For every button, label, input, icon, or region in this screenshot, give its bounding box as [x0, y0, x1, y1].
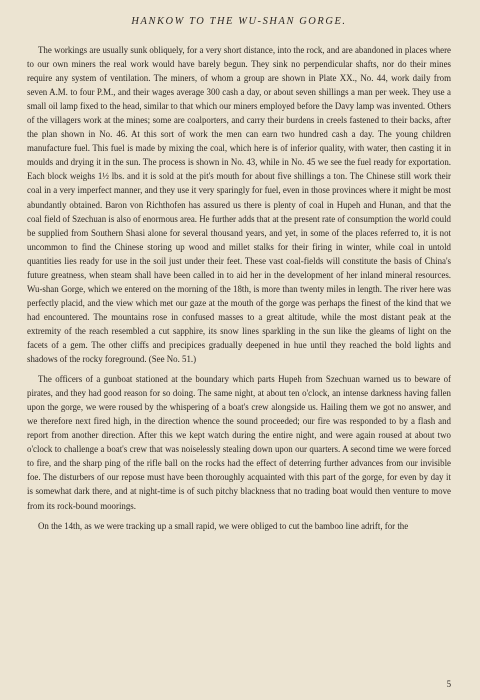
paragraph-coal-mines: The workings are usually sunk obliquely, for a very short distance, into the rock, and are abandoned in places where to our own miners the real work would have barely begun. They sink no perpendicular shafts, nor do their mines require any system of ventilation. The miners, of whom a group are shown in Plate XX., No. 44, work daily from seven A.M. to four P.M., and their wages average 300 cash a day, or about seven shillings a man per week. They use a small oil lamp fixed to the head, similar to that which our miners employed before the Davy lamp was invented. Others of the villagers work at the mines; some are coalporters, and carry their burdens in creels fastened to their backs, after the plan shown in No. 46. At this sort of work the men can earn two hundred cash a day. The young children manufacture fuel. This fuel is made by mixing the coal, which here is of inferior quality, with water, then casting it in moulds and drying it in the sun. The process is shown in No. 43, while in No. 45 we see the fuel ready for exportation. Each block weighs 1½ lbs. and it is sold at the pit's mouth for about five shillings a ton. The Chinese still work their coal in a very imperfect manner, and they use it very sparingly for fuel, even in those provinces where it might be most abundantly obtained. Baron von Richthofen has assured us there is plenty of coal in Hupeh and Hunan, and that the coal field of Szechuan is also of enormous area. He further adds that at the present rate of consumption the world could be supplied from Southern Shasi alone for several thousand years, and yet, in some of the places referred to, it is not uncommon to find the Chinese storing up wood and millet stalks for their firing in winter, while coal in untold quantities lies ready for use in the soil just under their feet. These vast coal-fields will constitute the basis of China's future greatness, when steam shall have been called in to aid her in the development of her inland mineral resources. Wu-shan Gorge, which we entered on the morning of the 18th, is more than twenty miles in length. The river here was perfectly placid, and the view which met our gaze at the mouth of the gorge was perhaps the finest of the kind that we had encountered. The mountains rose in confused masses to a great altitude, while the most distant peak at the extremity of the reach resembled a cut sapphire, its snow lines sparkling in the sun like the gleams of light on the facets of a gem. The other cliffs and precipices gradually deepened in hue until they reached the bold lights and shadows of the rocky foreground. (See No. 51.)	[27, 45, 451, 365]
running-head: HANKOW TO THE WU-SHAN GORGE.	[131, 16, 347, 27]
page-number: 5	[446, 679, 451, 689]
paragraph-pirates: The officers of a gunboat stationed at the boundary which parts Hupeh from Szechuan warned us to beware of pirates, and they had good reason for so doing. The same night, at about ten o'clock, an intense darkness having fallen upon the gorge, we were roused by the whispering of a boat's crew alongside us. Hailing them we got no answer, and we therefore next fired high, in the direction whence the sound proceeded; our fire was responded to by a flash and report from another direction. After this we kept watch during the entire night, and were again roused at about two o'clock to challenge a boat's crew that was noiselessly stealing down upon our quarters. A second time we were forced to fire, and the sharp ping of the rifle ball on the rocks had the effect of deterring further advances from our invisible foe. The disturbers of our repose must have been thoroughly acquainted with this part of the gorge, for even by day it is somewhat dark there, and at night-time is of such pitchy blackness that no trading boat would then venture to move from its rock-bound moorings.	[27, 374, 451, 511]
body-text	[27, 43, 451, 533]
paragraph-rapid: On the 14th, as we were tracking up a small rapid, we were obliged to cut the bamboo line adrift, for the	[38, 520, 409, 531]
